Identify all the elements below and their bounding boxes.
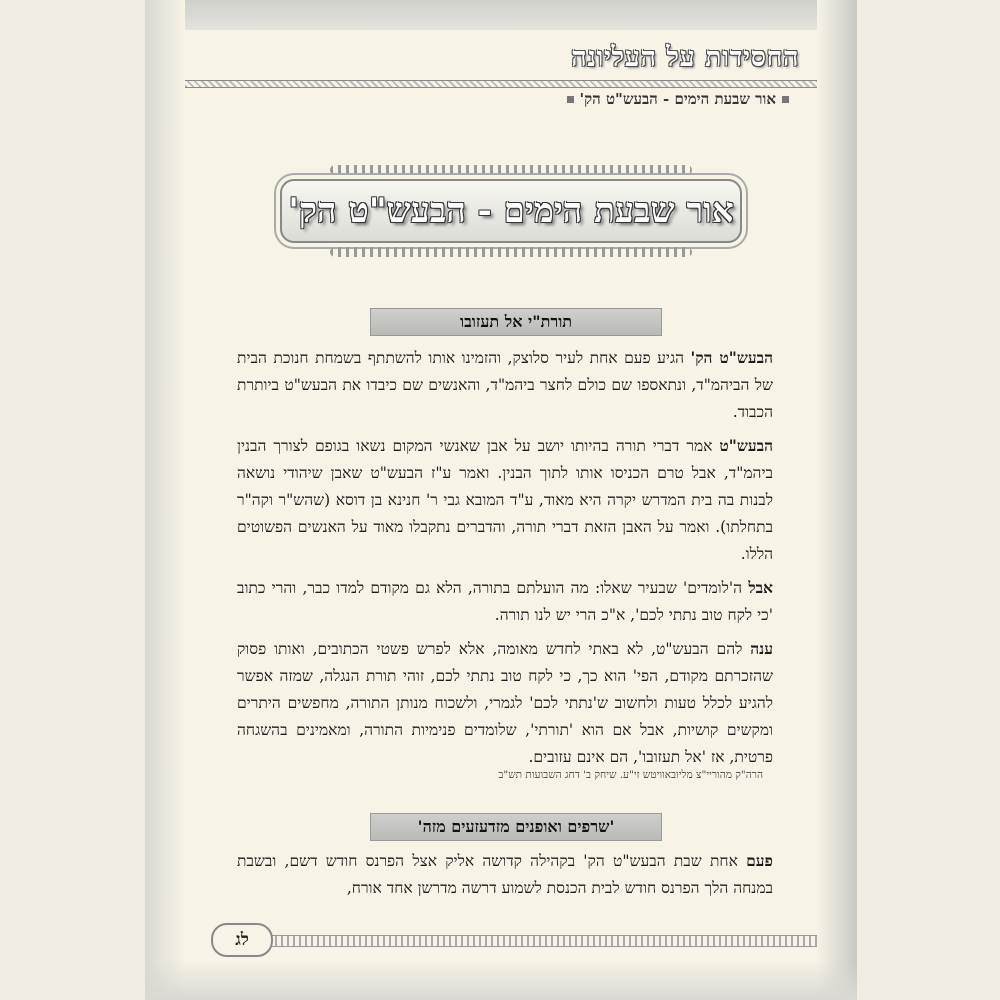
square-bullet-icon: [782, 96, 789, 103]
bottom-shade: [145, 960, 857, 1000]
running-subtitle-text: אור שבעת הימים - הבעש"ט הק': [579, 90, 776, 108]
square-bullet-icon: [567, 96, 574, 103]
paragraph-lead: אבל: [748, 578, 773, 597]
paragraph-lead: פעם: [746, 851, 773, 870]
paragraph-body: ה'לומדים' שבעיר שאלו: מה הועלתם בתורה, הלא גם מקודם למדו כבר, והרי כתוב 'כי לקח טוב נתתי לכם', א"כ הרי יש לנו תורה.: [237, 579, 773, 624]
page-number: לג: [211, 923, 273, 957]
ornament-bottom: [330, 247, 692, 257]
running-subtitle: [567, 90, 790, 109]
paragraph: [237, 432, 773, 568]
section-heading-2: 'שרפים ואופנים מזדעזעים מזה': [370, 813, 662, 841]
paragraph-lead: ענה: [750, 639, 773, 658]
section-heading-1: תורת"י אל תעזובו: [370, 308, 662, 336]
paragraph: [237, 574, 773, 629]
source-citation: הרה"ק מהוריי"צ מליובאוויטש זי"ע. שיחק ב' דחג השבועות תש"ב: [498, 769, 763, 781]
ornament-top: [330, 165, 692, 175]
footer-divider: [245, 935, 817, 947]
right-page-shadow: [817, 0, 857, 1000]
paragraph-lead: הבעש"ט: [719, 436, 773, 455]
book-title: החסידות על העליונה: [571, 42, 799, 73]
chapter-title: אור שבעת הימים - הבעש"ט הק': [288, 191, 734, 231]
paragraph: [237, 635, 773, 771]
top-gray-band: [145, 0, 857, 30]
paragraph-body: אמר דברי תורה בהיותו יושב על אבן שאנשי המקום נשאו בגופם לצורך הבנין ביהמ"ד, אבל טרם הכניסו אותו לתוך הבנין. ואמר ע"ז הבעש"ט שאבן שיהודי נושאה לבנות בה בית המדרש יקרה היא מאוד, ע"ד המובא גבי ר' חנינא בן דוסא (שהש"ר וקה"ר בתחלתו). ואמר על האבן הזאת דברי תורה, והדברים נתקבלו מאוד על האנשים הפשוטים הללו.: [237, 437, 773, 563]
header-divider: [185, 80, 817, 88]
section-2-text: [237, 847, 773, 902]
left-page-shadow: [145, 0, 185, 1000]
paragraph-body: אחת שבת הבעש"ט הק' בקהילה קדושה אליק אצל הפרנס חודש דשם, ובשבת במנחה הלך הפרנס חודש לבית הכנסת לשמוע דרשה מדרשן אחד אורח,: [237, 852, 773, 897]
paragraph: [237, 847, 773, 902]
paragraph: [237, 344, 773, 426]
book-page: [145, 0, 857, 1000]
paragraph-body: להם הבעש"ט, לא באתי לחדש מאומה, אלא לפרש פשטי הכתובים, ואותו פסוק שהזכרתם מקודם, הפי' הוא כך, כי לקח טוב נתתי לכם, זוהי תורת הנגלה, שמזה אפשר להגיע לכלל טעות ולחשוב ש'נתתי לכם' לגמרי, ולשכוח מנותן התורה, מחפשים היתרים ומקשים קושיות, אבל אם הוא 'תורתי', שלומדים פנימיות התורה, ומאמינים בהשגחה פרטית, אז 'אל תעזובו', הם אינם עזובים.: [237, 640, 773, 766]
chapter-title-banner: [280, 165, 742, 257]
section-1-text: [237, 344, 773, 771]
paragraph-lead: הבעש"ט הק': [690, 348, 773, 367]
paragraph-body: הגיע פעם אחת לעיר סלוצק, והזמינו אותו להשתתף בשמחת חנוכת הבית של הביהמ"ד, ונתאספו שם כולם לחצר ביהמ"ד, והאנשים שם כיבדו את הבעש"ט ביותרת הכבוד.: [237, 349, 773, 421]
